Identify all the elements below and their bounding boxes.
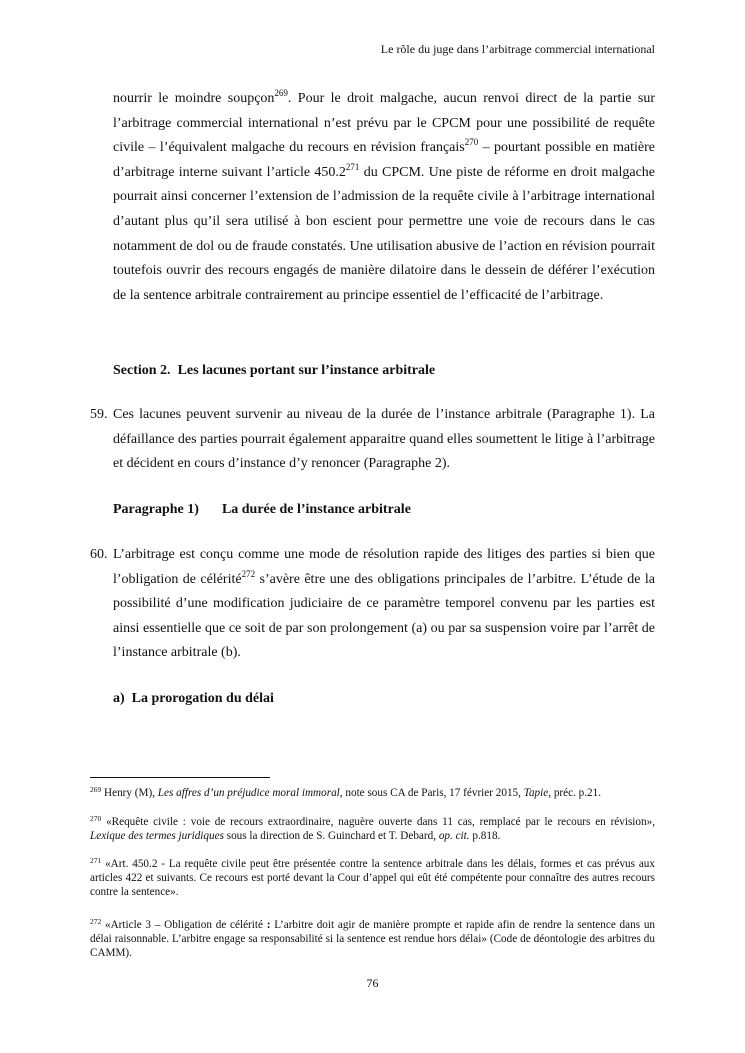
text-run: L’arbitrage est conçu comme une mode de résolution rapide des litiges des parties si bien que l’obligation de célérité <box>113 547 655 587</box>
page-number: 76 <box>366 976 379 990</box>
footnote-number: 271 <box>90 856 102 865</box>
footnote-number: 272 <box>90 917 102 926</box>
footnote-ref-270[interactable]: 270 <box>464 137 479 148</box>
paragraphe-heading <box>113 502 411 518</box>
footnote-ref-271[interactable]: 271 <box>345 161 360 172</box>
paragraph-text: Ces lacunes peuvent survenir au niveau de la durée de l’instance arbitrale (Paragraphe 1). La défaillance des parties pourrait également apparaitre quand elles soumettent le litige à l’arbitrage et décident en cours d’instance d’y renoncer (Paragraphe 2). <box>113 407 655 472</box>
paragraph-text <box>90 543 655 666</box>
footnote-269: $^{269}$ Henry (M), Les affres d’un préjudice moral immoral, note sous CA de Paris, 17 février 2015, Tapie, préc. p.21. <box>90 785 602 799</box>
section-heading <box>113 363 435 379</box>
footnote-271: $^{271}$ «Art. 450.2 - La requête civile peut être présentée contre la sentence arbitrale dans les délais, formes et cas prévus aux articles 422 et suivants. Ce recours est porté devant la Cour d’appel qui eût été compétente pour connaître des autres recours contre la sentence». <box>90 856 655 898</box>
text-run: nourrir le moindre soupçon <box>113 91 275 106</box>
footnote-ref-272[interactable]: 272 <box>241 568 256 579</box>
subheading-a <box>113 691 274 707</box>
text-run: – pourtant possible en matière d’arbitrage interne suivant l’article 450.2 <box>113 140 656 180</box>
continuation-paragraph <box>90 87 655 308</box>
paragraph-number: 59. <box>90 407 108 422</box>
section-label: Section 2. <box>113 363 171 378</box>
footnote-separator <box>90 777 270 778</box>
footnote-number: 269 <box>90 785 102 794</box>
paragraph-60 <box>90 543 655 666</box>
footnote-270: $^{270}$ «Requête civile : voie de recours extraordinaire, naguère ouverte dans 11 cas, remplacé par le recours en révision», Lexique des termes juridiques sous la direction de S. Guinchard et T. Debard, op. cit. p.818. <box>90 814 655 842</box>
footnote-ref-269[interactable]: 269 <box>274 88 288 98</box>
paragraphe-label: Paragraphe 1) <box>113 502 199 517</box>
text-run: . Pour le droit malgache, aucun renvoi direct de la partie sur l’arbitrage commercial international n’est prévu par le CPCM pour une possibilité de requête civile – l’équivalent malgache du recours en révision français <box>113 91 655 156</box>
footnote-number: 270 <box>90 814 102 823</box>
paragraphe-title: La durée de l’instance arbitrale <box>221 502 411 517</box>
paragraph-59 <box>90 403 655 477</box>
section-title: Les lacunes portant sur l’instance arbitrale <box>177 363 436 378</box>
paragraph-number: 60. <box>90 547 108 562</box>
subheading-title: La prorogation du délai <box>131 691 274 706</box>
footnote-272: $^{272}$ «Article 3 – Obligation de célérité : L’arbitre doit agir de manière prompte et rapide afin de rendre la sentence dans un délai raisonnable. L’arbitre engage sa responsabilité si la sentence est rendue hors délai» (Code de déontologie des arbitres du CAMM). <box>90 917 656 959</box>
text-run: s’avère être une des obligations principales de l’arbitre. L’étude de la possibilité d’une modification judiciaire de ce paramètre temporel convenu par les parties est ainsi essentielle que ce soit de par son prolongement (a) ou par sa suspension voire par l’arrêt de l’instance arbitrale (b). <box>113 571 655 661</box>
text-run: du CPCM. Une piste de réforme en droit malgache pourrait ainsi concerner l’extension de l’admission de la requête civile à l’arbitrage international d’autant plus qu’il sera utilisé à bon escient pour permettre une voie de recours dans le cas notamment de dol ou de fraude constatés. Une utilisation abusive de l’action en révision pourrait toutefois ouvrir des recours engagés de manière dilatoire dans le dessein de déférer l’exécution de la sentence arbitrale contrairement au principe essentiel de l’efficacité de l’arbitrage. <box>113 164 655 303</box>
running-header: Le rôle du juge dans l’arbitrage commercial international <box>380 42 655 56</box>
subheading-label: a) <box>113 691 125 706</box>
